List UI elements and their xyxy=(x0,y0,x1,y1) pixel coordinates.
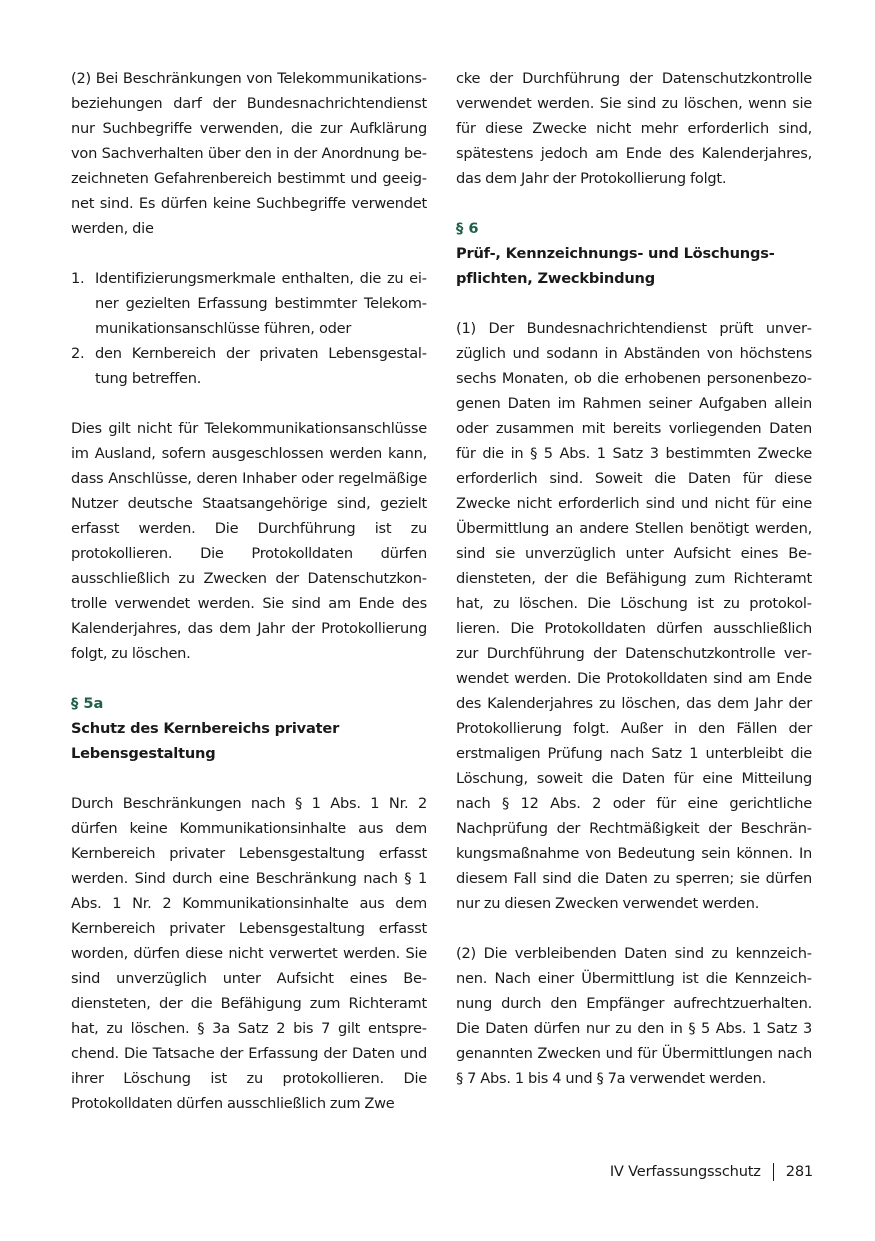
page-footer xyxy=(610,1161,813,1183)
section-6-title: Prüf-, Kennzeichnungs- und Löschungspflichten, Zweckbindung xyxy=(456,245,775,287)
chapter-title: IV Verfassungsschutz xyxy=(609,1163,761,1180)
page-number: 281 xyxy=(785,1163,813,1180)
search-term-exclusion-list xyxy=(71,266,427,391)
section-6-number: § 6 xyxy=(456,220,479,237)
section-5a-number: § 5a xyxy=(71,695,104,712)
right-column xyxy=(456,66,812,1091)
section-6-paragraph-1: (1) Der Bundesnachrichtendienst prüft unverzüglich und sodann in Abständen von höchstens sechs Monaten, ob die erhobenen personenbezogenen Daten im Rahmen seiner Aufgaben allein oder zusammen mit bereits vorliegenden Daten für die in § 5 Abs. 1 Satz 3 bestimmten Zwecke erforderlich sind. Soweit die Daten für diese Zwecke nicht erforderlich sind und nicht für eine Übermittlung an andere Stellen benötigt werden, sind sie unverzüglich unter Aufsicht eines Bediensteten, der die Befähigung zum Richteramt hat, zu löschen. Die Löschung ist zu protokollieren. Die Protokolldaten dürfen ausschließlich zur Durchführung der Datenschutzkontrolle verwendet werden. Die Protokolldaten sind am Ende des Kalenderjahres zu löschen, das dem Jahr der Protokollierung folgt. Außer in den Fällen der erstmaligen Prüfung nach Satz 1 unterbleibt die Löschung, soweit die Daten für eine Mitteilung nach § 12 Abs. 2 oder für eine gerichtliche Nachprüfung der Rechtmäßigkeit der Beschränkungsmaßnahme von Bedeutung sein können. In diesem Fall sind die Daten zu sperren; sie dürfen nur zu diesen Zwecken verwendet werden. xyxy=(456,320,812,912)
list-item: 2. den Kernbereich der privaten Lebensgestaltung betreffen. xyxy=(71,345,427,387)
footer-divider xyxy=(773,1163,774,1181)
paragraph-foreign-connections: Dies gilt nicht für Telekommunikationsanschlüsse im Ausland, sofern ausgeschlossen werden kann, dass Anschlüsse, deren Inhaber oder regelmäßige Nutzer deutsche Staatsangehörige sind, gezielt erfasst werden. Die Durchführung ist zu protokollieren. Die Protokolldaten dürfen ausschließlich zu Zwecken der Datenschutzkontrolle verwendet werden. Sie sind am Ende des Kalenderjahres, das dem Jahr der Protokollierung folgt, zu löschen. xyxy=(71,420,427,662)
section-6-paragraph-2: (2) Die verbleibenden Daten sind zu kennzeichnen. Nach einer Übermittlung ist die Kennzeichnung durch den Empfänger aufrechtzuerhalten. Die Daten dürfen nur zu den in § 5 Abs. 1 Satz 3 genannten Zwecken und für Übermittlungen nach § 7 Abs. 1 bis 4 und § 7a verwendet werden. xyxy=(456,945,812,1087)
section-5a-continuation: cke der Durchführung der Datenschutzkontrolle verwendet werden. Sie sind zu löschen, wenn sie für diese Zwecke nicht mehr erforderlich sind, spätestens jedoch am Ende des Kalenderjahres, das dem Jahr der Protokollierung folgt. xyxy=(456,70,812,187)
list-item: 1. Identifizierungsmerkmale enthalten, die zu einer gezielten Erfassung bestimmter Telekommunikationsanschlüsse führen, oder xyxy=(71,270,427,337)
paragraph-5-2: (2) Bei Beschränkungen von Telekommunikationsbeziehungen darf der Bundesnachrichtendienst nur Suchbegriffe verwenden, die zur Aufklärung von Sachverhalten über den in der Anordnung bezeichneten Gefahrenbereich bestimmt und geeignet sind. Es dürfen keine Suchbegriffe verwendet werden, die xyxy=(71,70,427,237)
left-column xyxy=(71,66,427,1116)
section-5a-body: Durch Beschränkungen nach § 1 Abs. 1 Nr. 2 dürfen keine Kommunikationsinhalte aus dem Kernbereich privater Lebensgestaltung erfasst werden. Sind durch eine Beschränkung nach § 1 Abs. 1 Nr. 2 Kommunikationsinhalte aus dem Kernbereich privater Lebensgestaltung erfasst worden, dürfen diese nicht verwertet werden. Sie sind unverzüglich unter Aufsicht eines Bediensteten, der die Befähigung zum Richteramt hat, zu löschen. § 3a Satz 2 bis 7 gilt entsprechend. Die Tatsache der Erfassung der Daten und ihrer Löschung ist zu protokollieren. Die Protokolldaten dürfen ausschließlich zum Zwe xyxy=(71,795,427,1112)
section-5a-title: Schutz des Kernbereichs privater Lebensgestaltung xyxy=(71,720,340,762)
